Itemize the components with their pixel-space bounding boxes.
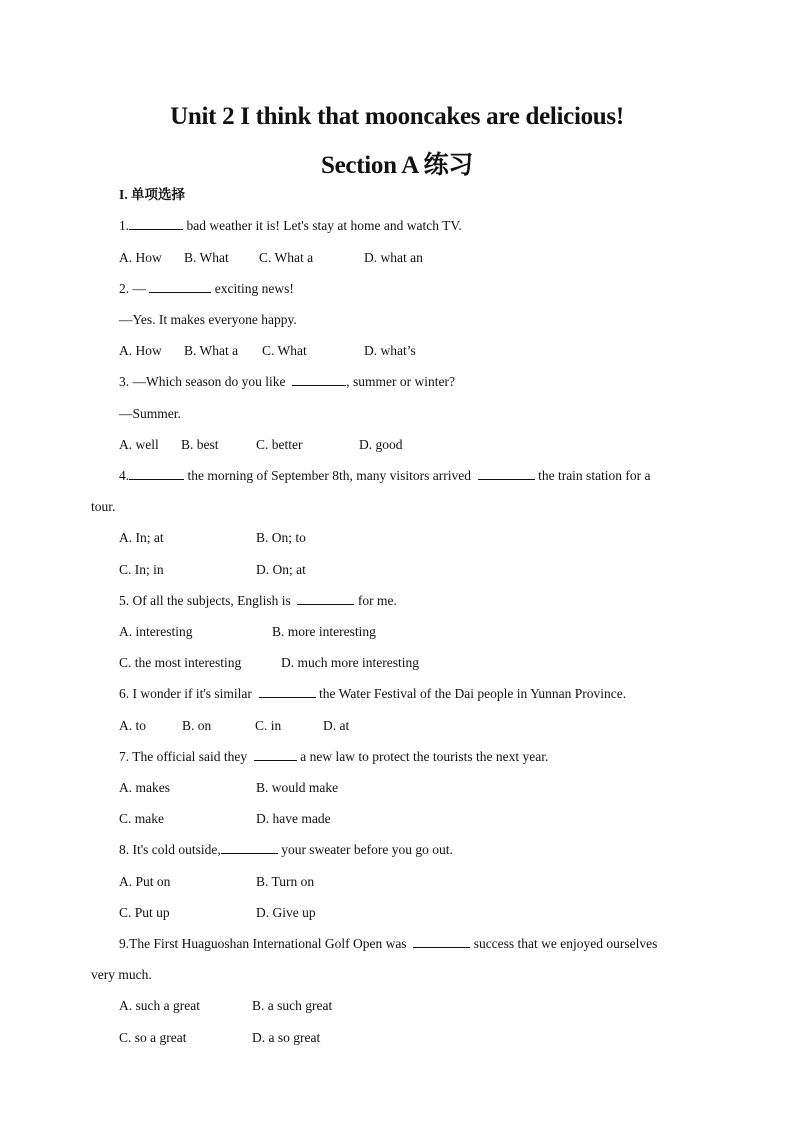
option-b: B. What a — [184, 343, 239, 358]
question-text: the Water Festival of the Dai people in Yunnan Province. — [315, 686, 627, 701]
option-d: D. much more interesting — [281, 655, 419, 670]
option-b: B. On; to — [256, 530, 306, 545]
question-text: exciting news! — [211, 281, 294, 296]
question-3 — [119, 373, 455, 391]
answer-blank — [254, 748, 297, 761]
option-d: D. have made — [256, 811, 331, 826]
question-9-continuation: very much. — [91, 967, 152, 982]
option-a: A. How — [119, 343, 162, 358]
option-c: C. What — [262, 343, 307, 358]
question-number: 5. Of all the subjects, English is — [119, 593, 291, 608]
option-c: C. in — [255, 718, 282, 733]
question-3-reply: —Summer. — [119, 406, 181, 421]
question-8 — [119, 841, 453, 859]
answer-blank — [478, 467, 535, 480]
option-c: C. What a — [259, 250, 314, 265]
question-number: 8. It's cold outside, — [119, 842, 221, 857]
option-a: A. How — [119, 250, 162, 265]
question-number: 7. The official said they — [119, 749, 248, 764]
question-9 — [119, 935, 657, 953]
option-b: B. more interesting — [272, 624, 376, 639]
option-c: C. make — [119, 811, 164, 826]
question-text: the morning of September 8th, many visitors arrived — [184, 468, 471, 483]
option-a: A. makes — [119, 780, 170, 795]
option-b: B. Turn on — [256, 874, 315, 889]
question-5 — [119, 592, 397, 610]
question-number: 4. — [119, 468, 130, 483]
question-text: bad weather it is! Let's stay at home and watch TV. — [183, 218, 462, 233]
option-c: C. In; in — [119, 562, 164, 577]
option-c: C. the most interesting — [119, 655, 242, 670]
question-number: 1. — [119, 218, 130, 233]
question-1 — [119, 217, 462, 235]
question-text: your sweater before you go out. — [277, 842, 453, 857]
option-c: C. better — [256, 437, 303, 452]
option-b: B. would make — [256, 780, 339, 795]
option-a: A. to — [119, 718, 146, 733]
option-b: B. best — [181, 437, 219, 452]
answer-blank — [413, 935, 470, 948]
question-2 — [119, 280, 294, 298]
question-4-continuation: tour. — [91, 499, 116, 514]
option-b: B. What — [184, 250, 229, 265]
option-d: D. good — [359, 437, 403, 452]
answer-blank — [221, 841, 278, 854]
option-d: D. Give up — [256, 905, 316, 920]
answer-blank — [259, 685, 316, 698]
option-a: A. such a great — [119, 998, 200, 1013]
page-title: Unit 2 I think that mooncakes are delicious! — [170, 103, 624, 130]
option-b: B. a such great — [252, 998, 333, 1013]
question-number: 9.The First Huaguoshan International Golf Open was — [119, 936, 407, 951]
answer-blank — [297, 592, 354, 605]
option-d: D. what an — [364, 250, 423, 265]
option-d: D. at — [323, 718, 350, 733]
answer-blank — [149, 280, 211, 293]
option-c: C. so a great — [119, 1030, 187, 1045]
option-a: A. In; at — [119, 530, 164, 545]
option-a: A. interesting — [119, 624, 193, 639]
answer-blank — [129, 467, 184, 480]
option-d: D. a so great — [252, 1030, 321, 1045]
question-text: for me. — [354, 593, 397, 608]
answer-blank — [292, 373, 346, 386]
question-text: a new law to protect the tourists the next year. — [296, 749, 549, 764]
option-d: D. On; at — [256, 562, 306, 577]
answer-blank — [129, 217, 183, 230]
question-text: , summer or winter? — [346, 374, 455, 389]
question-text: the train station for a — [534, 468, 651, 483]
option-c: C. Put up — [119, 905, 170, 920]
page-subtitle: Section A 练习 — [321, 152, 473, 179]
question-2-reply: —Yes. It makes everyone happy. — [119, 312, 297, 327]
section-heading: I. 单项选择 — [119, 187, 186, 202]
option-d: D. what’s — [364, 343, 416, 358]
question-7 — [119, 748, 548, 766]
option-a: A. Put on — [119, 874, 171, 889]
question-number: 2. — — [119, 281, 146, 296]
question-text: success that we enjoyed ourselves — [470, 936, 658, 951]
question-number: 3. —Which season do you like — [119, 374, 286, 389]
option-b: B. on — [182, 718, 212, 733]
option-a: A. well — [119, 437, 159, 452]
question-number: 6. I wonder if it's similar — [119, 686, 252, 701]
question-6 — [119, 685, 626, 703]
question-4 — [119, 467, 651, 485]
